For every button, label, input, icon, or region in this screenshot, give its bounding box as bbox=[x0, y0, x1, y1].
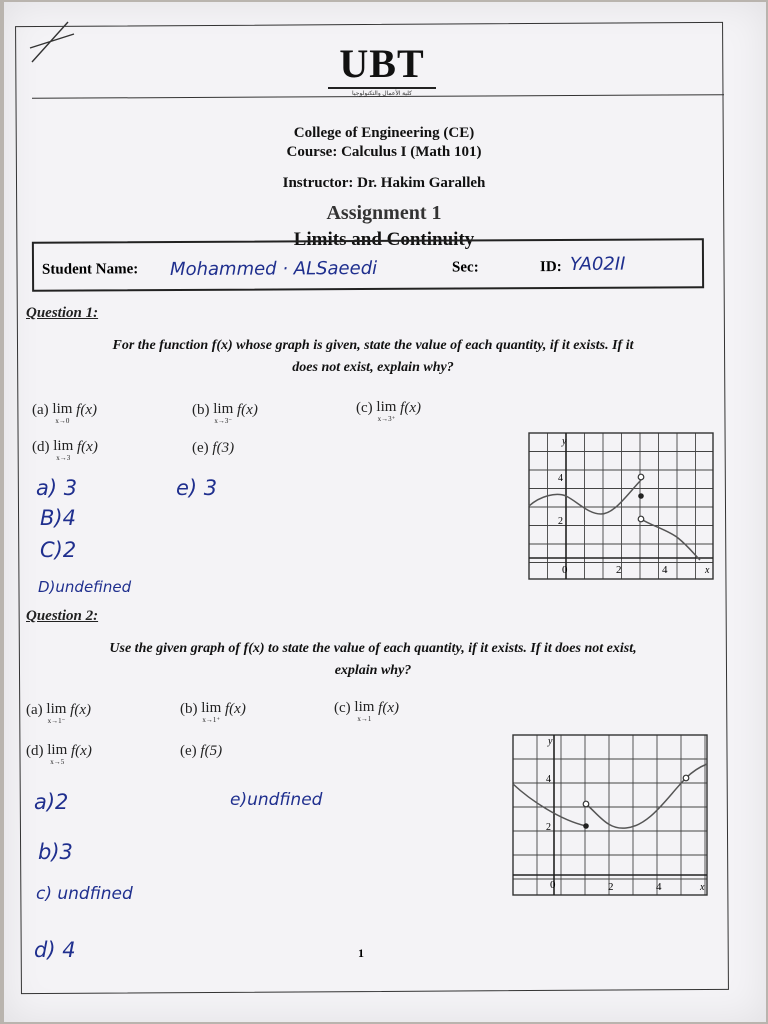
q1-part-c: (c) lim x→3⁺ f(x) bbox=[356, 399, 421, 423]
q1-answer-a: a) 3 bbox=[36, 476, 78, 500]
question2-title: Question 2: bbox=[26, 608, 99, 624]
question2-prompt bbox=[28, 638, 718, 682]
header-block bbox=[184, 124, 584, 162]
question2-prompt-line2: explain why? bbox=[334, 663, 412, 678]
q2-answer-e: e)undfined bbox=[230, 790, 323, 810]
q1-y-tick-4: 4 bbox=[558, 473, 563, 484]
logo-text: UBT bbox=[339, 41, 425, 86]
assignment-title: Assignment 1 bbox=[326, 202, 442, 224]
id-value: YA02II bbox=[569, 253, 626, 275]
course-line: Course: Calculus I (Math 101) bbox=[286, 144, 482, 160]
q2-part-a: (a) lim x→1⁻ f(x) bbox=[26, 701, 91, 725]
q1-x-tick-0: 0 bbox=[562, 564, 568, 576]
id-label: ID: bbox=[539, 258, 562, 276]
q1-open-point-top bbox=[638, 474, 644, 480]
q2-answer-b: b)3 bbox=[38, 840, 73, 864]
q1-part-e: (e) f(3) bbox=[192, 440, 235, 456]
q2-open-point-x5 bbox=[683, 775, 689, 781]
q2-part-e: (e) f(5) bbox=[180, 743, 223, 759]
sec-label: Sec: bbox=[451, 259, 479, 276]
question1-prompt bbox=[28, 335, 718, 379]
question1-title: Question 1: bbox=[26, 305, 99, 321]
q1-filled-point bbox=[638, 493, 644, 499]
q2-part-d: (d) lim x→5 f(x) bbox=[26, 742, 92, 766]
question2-prompt-line1: Use the given graph of f(x) to state the value of each quantity, if it exists. If it does not exist, bbox=[109, 641, 637, 656]
instructor-line: Instructor: Dr. Hakim Garalleh bbox=[282, 175, 486, 191]
q1-open-point-bottom bbox=[638, 516, 644, 522]
ubt-logo bbox=[322, 42, 442, 97]
pen-mark bbox=[28, 18, 78, 66]
q2-answer-d: d) 4 bbox=[34, 938, 76, 962]
q2-part-b: (b) lim x→1⁺ f(x) bbox=[180, 700, 246, 724]
q2-answer-a: a)2 bbox=[34, 790, 69, 814]
q2-open-point-x1 bbox=[583, 801, 589, 807]
q1-curve-left bbox=[529, 480, 641, 514]
q2-y-label: y bbox=[548, 736, 553, 747]
logo-subtext: كلية الأعمال والتكنولوجيا bbox=[352, 91, 412, 97]
assignment-sheet bbox=[4, 2, 766, 1022]
q2-x-tick-2: 2 bbox=[608, 881, 614, 893]
q1-part-b: (b) lim x→3⁻ f(x) bbox=[192, 401, 258, 425]
q2-y-tick-2: 2 bbox=[546, 822, 551, 833]
q1-y-tick-2: 2 bbox=[558, 516, 563, 527]
q1-answer-e: e) 3 bbox=[176, 476, 218, 500]
q2-curve-right bbox=[586, 764, 707, 828]
q1-x-tick-4: 4 bbox=[662, 564, 668, 576]
q1-answer-c: C)2 bbox=[40, 538, 77, 562]
q2-curve-left bbox=[513, 784, 586, 826]
topic-title: Limits and Continuity bbox=[293, 229, 475, 250]
q1-part-d: (d) lim x→3 f(x) bbox=[32, 438, 98, 462]
q2-y-tick-4: 4 bbox=[546, 774, 551, 785]
q2-x-label: x bbox=[700, 882, 705, 893]
student-info-box bbox=[32, 238, 704, 292]
q1-y-label: y bbox=[562, 436, 567, 447]
q1-answer-d: D)undefined bbox=[38, 578, 132, 596]
q1-part-a: (a) lim x→0 f(x) bbox=[32, 401, 97, 425]
q1-x-tick-2: 2 bbox=[616, 564, 622, 576]
college-line: College of Engineering (CE) bbox=[293, 125, 475, 141]
q2-x-tick-0: 0 bbox=[550, 879, 556, 891]
q1-answer-b: B)4 bbox=[40, 506, 76, 530]
student-name-label: Student Name: bbox=[41, 261, 139, 278]
q2-graph bbox=[510, 732, 712, 898]
student-name-value: Mohammed · ALSaeedi bbox=[169, 257, 378, 281]
q1-x-label: x bbox=[705, 565, 710, 576]
q2-filled-point bbox=[583, 823, 589, 829]
question1-prompt-line2: does not exist, explain why? bbox=[292, 360, 454, 375]
q2-answer-c: c) undfined bbox=[36, 884, 133, 904]
q2-part-c: (c) lim x→1 f(x) bbox=[334, 699, 399, 723]
q1-graph bbox=[526, 430, 718, 582]
q2-x-tick-4: 4 bbox=[656, 881, 662, 893]
page-number: 1 bbox=[358, 946, 364, 960]
question1-prompt-line1: For the function f(x) whose graph is given, state the value of each quantity, if it exists. If it bbox=[112, 338, 634, 353]
